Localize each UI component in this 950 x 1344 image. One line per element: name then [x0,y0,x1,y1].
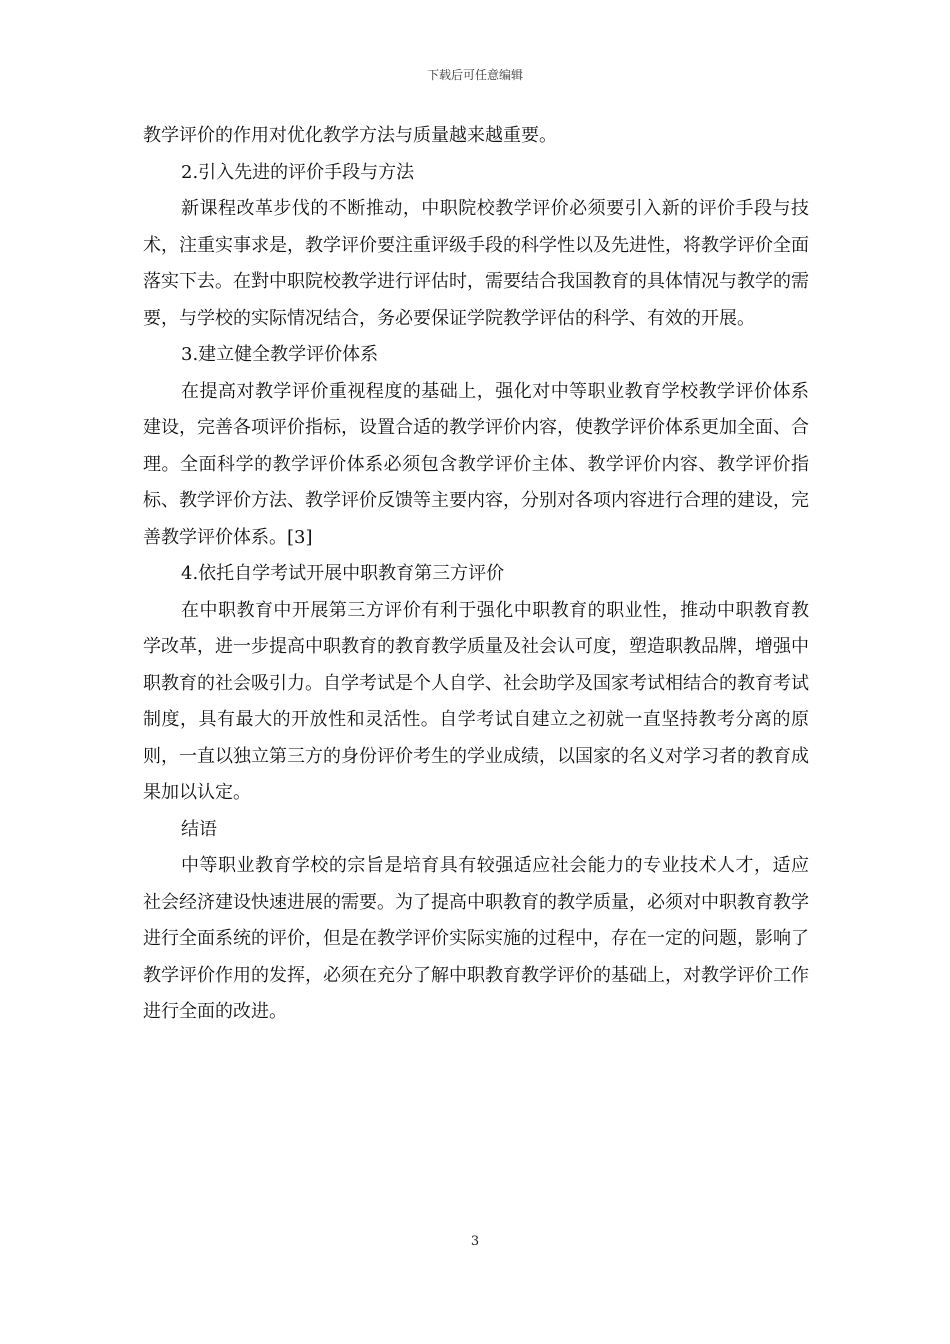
paragraph-section-4: 在中职教育中开展第三方评价有利于强化中职教育的职业性，推动中职教育教学改革，进一步提高中职教育的教育教学质量及社会认可度，塑造职教品牌，增强中职教育的社会吸引力。自学考试是个人自学、社会助学及国家考试相结合的教育考试制度，具有最大的开放性和灵活性。自学考试自建立之初就一直坚持教考分离的原则，一直以独立第三方的身份评价考生的学业成绩，以国家的名义对学习者的教育成果加以认定。 [143,599,809,803]
section-heading-4: 4.依托自学考试开展中职教育第三方评价 [181,563,505,584]
document-body [143,118,809,1031]
paragraph-intro-continuation: 教学评价的作用对优化教学方法与质量越来越重要。 [143,125,557,146]
section-heading-3: 3.建立健全教学评价体系 [181,344,379,365]
paragraph-section-3: 在提高对教学评价重视程度的基础上，强化对中等职业教育学校教学评价体系建设，完善各项评价指标，设置合适的教学评价内容，使教学评价体系更加全面、合理。全面科学的教学评价体系必须包含教学评价主体、教学评价内容、教学评价指标、教学评价方法、教学评价反馈等主要内容，分别对各项内容进行合理的建设，完善教学评价体系。[3] [143,380,809,548]
paragraph-conclusion: 中等职业教育学校的宗旨是培育具有较强适应社会能力的专业技术人才，适应社会经济建设快速进展的需要。为了提高中职教育的教学质量，必须对中职教育教学进行全面系统的评价，但是在教学评价实际实施的过程中，存在一定的问题，影响了教学评价作用的发挥，必须在充分了解中职教育教学评价的基础上，对教学评价工作进行全面的改进。 [143,855,809,1022]
section-heading-2: 2.引入先进的评价手段与方法 [181,161,415,183]
page-number: 3 [470,1234,480,1249]
section-heading-conclusion: 结语 [181,818,217,840]
paragraph-section-2: 新课程改革步伐的不断推动，中职院校教学评价必须要引入新的评价手段与技术，注重实事求是，教学评价要注重评级手段的科学性以及先进性，将教学评价全面落实下去。在對中职院校教学进行评估时，需要结合我国教育的具体情况与教学的需要，与学校的实际情况结合，务必要保证学院教学评估的科学、有效的开展。 [143,198,809,329]
page-header: 下载后可任意编辑 [426,68,523,82]
